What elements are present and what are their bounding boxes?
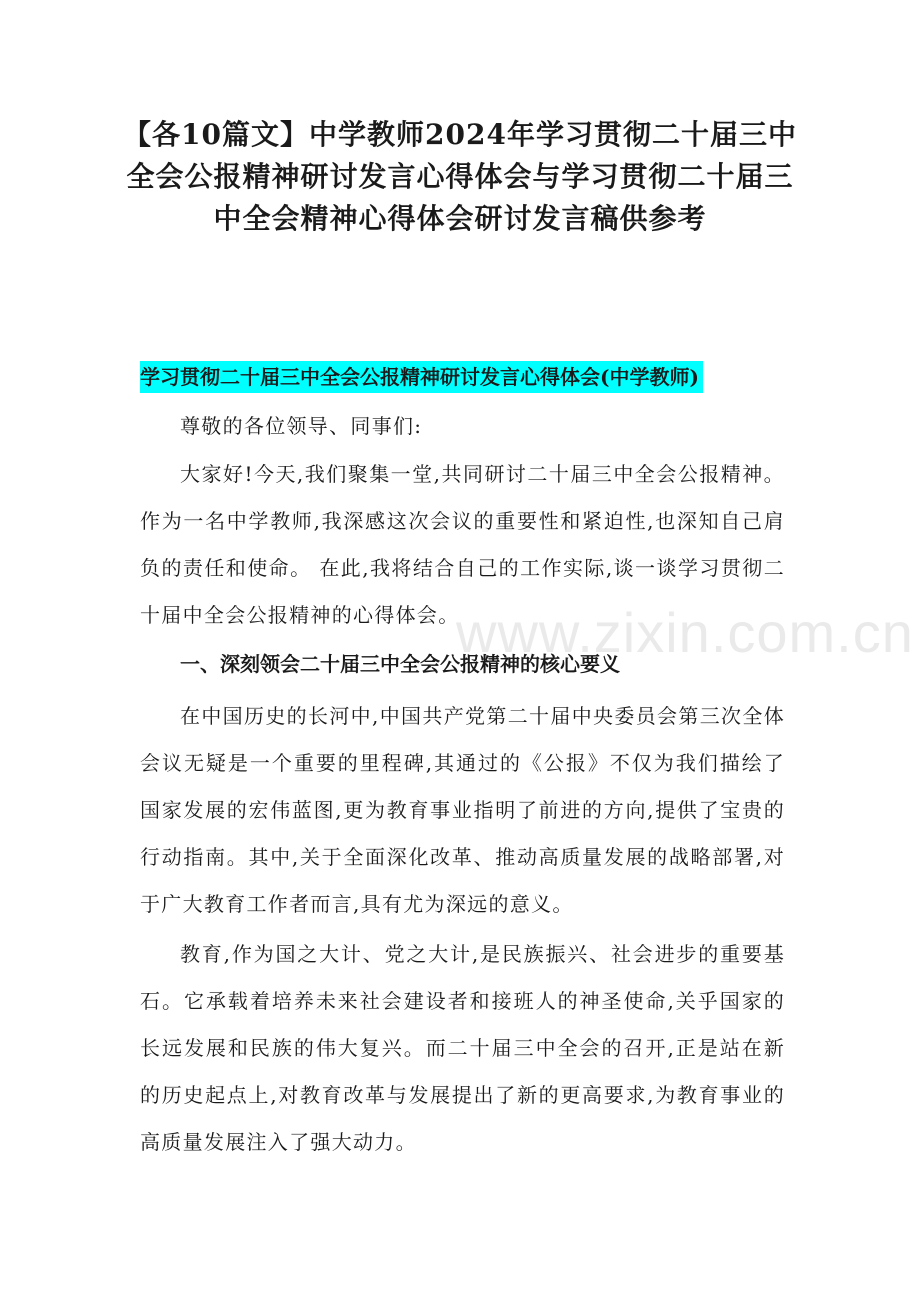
- salutation: 尊敬的各位领导、同事们:: [180, 414, 423, 438]
- section-heading-1: 一、深刻领会二十届三中全会公报精神的核心要义: [180, 652, 620, 676]
- section-subtitle-highlighted: 学习贯彻二十届三中全会公报精神研讨发言心得体会(中学教师): [140, 361, 703, 393]
- document-title: 【各10篇文】中学教师2024年学习贯彻二十届三中全会公报精神研讨发言心得体会与学习贯彻二十届三中全会精神心得体会研讨发言稿供参考: [123, 118, 797, 235]
- body-paragraph-1: 在中国历史的长河中,中国共产党第二十届中央委员会第三次全体会议无疑是一个重要的里程碑,其通过的《公报》不仅为我们描绘了国家发展的宏伟蓝图,更为教育事业指明了前进的方向,提供了宝贵的行动指南。其中,关于全面深化改革、推动高质量发展的战略部署,对于广大教育工作者而言,具有尤为深远的意义。: [140, 704, 785, 916]
- site-watermark: www.zixin.com.cn: [456, 601, 914, 664]
- intro-paragraph: 大家好!今天,我们聚集一堂,共同研讨二十届三中全会公报精神。作为一名中学教师,我深感这次会议的重要性和紧迫性,也深知自己肩负的责任和使命。 在此,我将结合自己的工作实际,谈一谈学习贯彻二十届中全会公报精神的心得体会。: [140, 462, 785, 627]
- body-paragraph-2: 教育,作为国之大计、党之大计,是民族振兴、社会进步的重要基石。它承载着培养未来社会建设者和接班人的神圣使命,关乎国家的长远发展和民族的伟大复兴。而二十届三中全会的召开,正是站在新的历史起点上,对教育改革与发展提出了新的更高要求,为教育事业的高质量发展注入了强大动力。: [140, 942, 785, 1154]
